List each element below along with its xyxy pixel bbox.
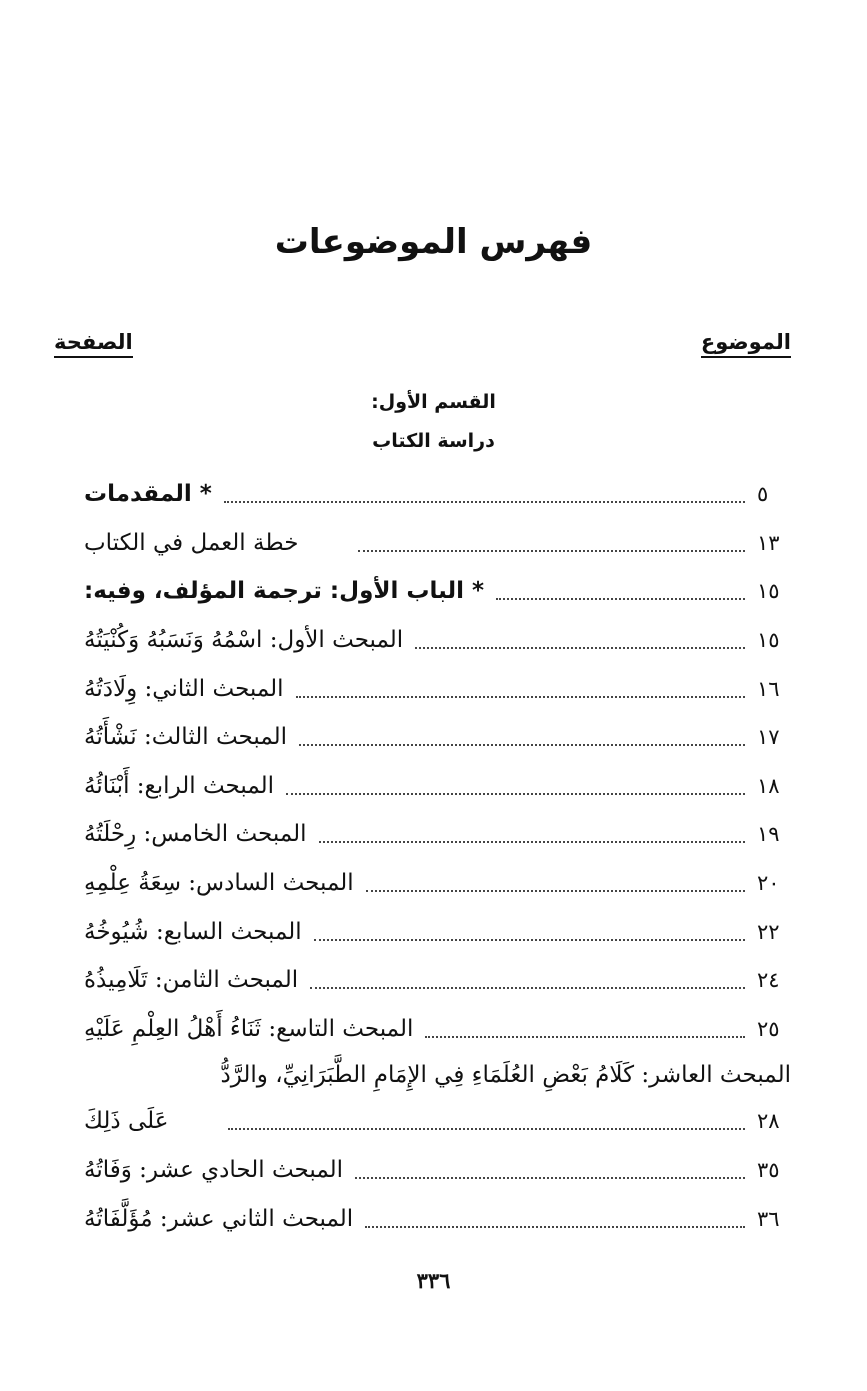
toc-entry-label: خطة العمل في الكتاب — [84, 529, 299, 556]
toc-entry-page: ١٦ — [757, 676, 780, 701]
toc-entry-continuation — [84, 1097, 791, 1146]
toc-entry-label: عَلَى ذَلِكَ — [84, 1108, 169, 1135]
section-heading: القسم الأول: — [371, 391, 496, 413]
toc-entry-label: * المقدمات — [84, 481, 212, 508]
leader-dots — [496, 598, 745, 600]
toc-entry-label: المبحث الحادي عشر: وَفَاتُهُ — [84, 1157, 344, 1184]
toc-entry-label: المبحث الثاني عشر: مُؤَلَّفَاتُهُ — [84, 1205, 354, 1232]
toc-entry-page: ٢٨ — [757, 1109, 780, 1134]
leader-dots — [224, 501, 745, 503]
section-subheading: دراسة الكتاب — [372, 430, 495, 452]
toc-entry-label: المبحث الرابع: أَبْنَائُهُ — [84, 772, 275, 799]
toc-entry-page: ٢٤ — [757, 968, 780, 993]
toc-entry-page: ١٥ — [757, 579, 780, 604]
toc-entry — [84, 1005, 791, 1054]
toc-entry-page: ١٨ — [757, 773, 780, 798]
subject-column-header: الموضوع — [701, 330, 791, 358]
leader-dots — [314, 939, 745, 941]
toc-entry-label: * الباب الأول: ترجمة المؤلف، وفيه: — [84, 578, 485, 605]
toc-entry-page: ٥ — [757, 482, 769, 507]
toc-entry-page: ١٩ — [757, 822, 780, 847]
leader-dots — [366, 890, 745, 892]
toc-entry-label: المبحث الثاني: وِلَادَتُهُ — [84, 675, 284, 702]
toc-entry — [84, 956, 791, 1005]
toc-entry-label: المبحث الثالث: نَشْأَتُهُ — [84, 724, 288, 751]
leader-dots — [415, 647, 745, 649]
leader-dots — [355, 1177, 745, 1179]
leader-dots — [319, 841, 745, 843]
toc-entry — [84, 470, 791, 519]
leader-dots — [228, 1128, 745, 1130]
toc-entry-label: المبحث السابع: شُيُوخُهُ — [84, 918, 302, 945]
toc-entry — [84, 810, 791, 859]
page-number: ٣٣٦ — [416, 1268, 451, 1293]
toc-entry-label: المبحث التاسع: ثَنَاءُ أَهْلُ العِلْمِ عَلَيْهِ — [84, 1015, 414, 1042]
toc-entry — [84, 616, 791, 665]
toc-entry — [84, 1053, 791, 1097]
toc-list — [84, 470, 791, 1243]
toc-entry — [84, 567, 791, 616]
leader-dots — [299, 744, 745, 746]
page-title: فهرس الموضوعات — [274, 222, 593, 262]
toc-entry-label: المبحث السادس: سِعَةُ عِلْمِهِ — [84, 870, 354, 897]
leader-dots — [425, 1036, 745, 1038]
toc-entry — [84, 1194, 791, 1243]
toc-entry — [84, 1146, 791, 1195]
leader-dots — [286, 793, 745, 795]
toc-entry-label: المبحث الثامن: تَلَامِيذُهُ — [84, 967, 299, 994]
toc-entry-page: ١٣ — [757, 530, 780, 555]
toc-entry-page: ٣٦ — [757, 1206, 780, 1231]
toc-entry — [84, 762, 791, 811]
leader-dots — [365, 1226, 745, 1228]
toc-entry — [84, 859, 791, 908]
toc-entry-page: ٢٥ — [757, 1016, 780, 1041]
leader-dots — [310, 987, 745, 989]
toc-entry — [84, 907, 791, 956]
toc-entry — [84, 713, 791, 762]
toc-entry-page: ٢٢ — [757, 919, 780, 944]
toc-entry-page: ١٧ — [757, 725, 780, 750]
toc-entry-label: المبحث الأول: اسْمُهُ وَنَسَبُهُ وَكُنْيَتُهُ — [84, 627, 404, 654]
page-column-header: الصفحة — [54, 330, 133, 358]
toc-entry — [84, 664, 791, 713]
toc-entry — [84, 519, 791, 568]
toc-entry-label: المبحث العاشر: كَلَامُ بَعْضِ العُلَمَاءِ فِي الإِمَامِ الطَّبَرَانِيِّ، والرَّدُّ — [220, 1062, 791, 1089]
toc-entry-label: المبحث الخامس: رِحْلَتُهُ — [84, 821, 307, 848]
toc-entry-page: ٢٠ — [757, 871, 780, 896]
toc-entry-page: ١٥ — [757, 628, 780, 653]
toc-entry-page: ٣٥ — [757, 1158, 780, 1183]
leader-dots — [358, 550, 745, 552]
leader-dots — [296, 696, 745, 698]
